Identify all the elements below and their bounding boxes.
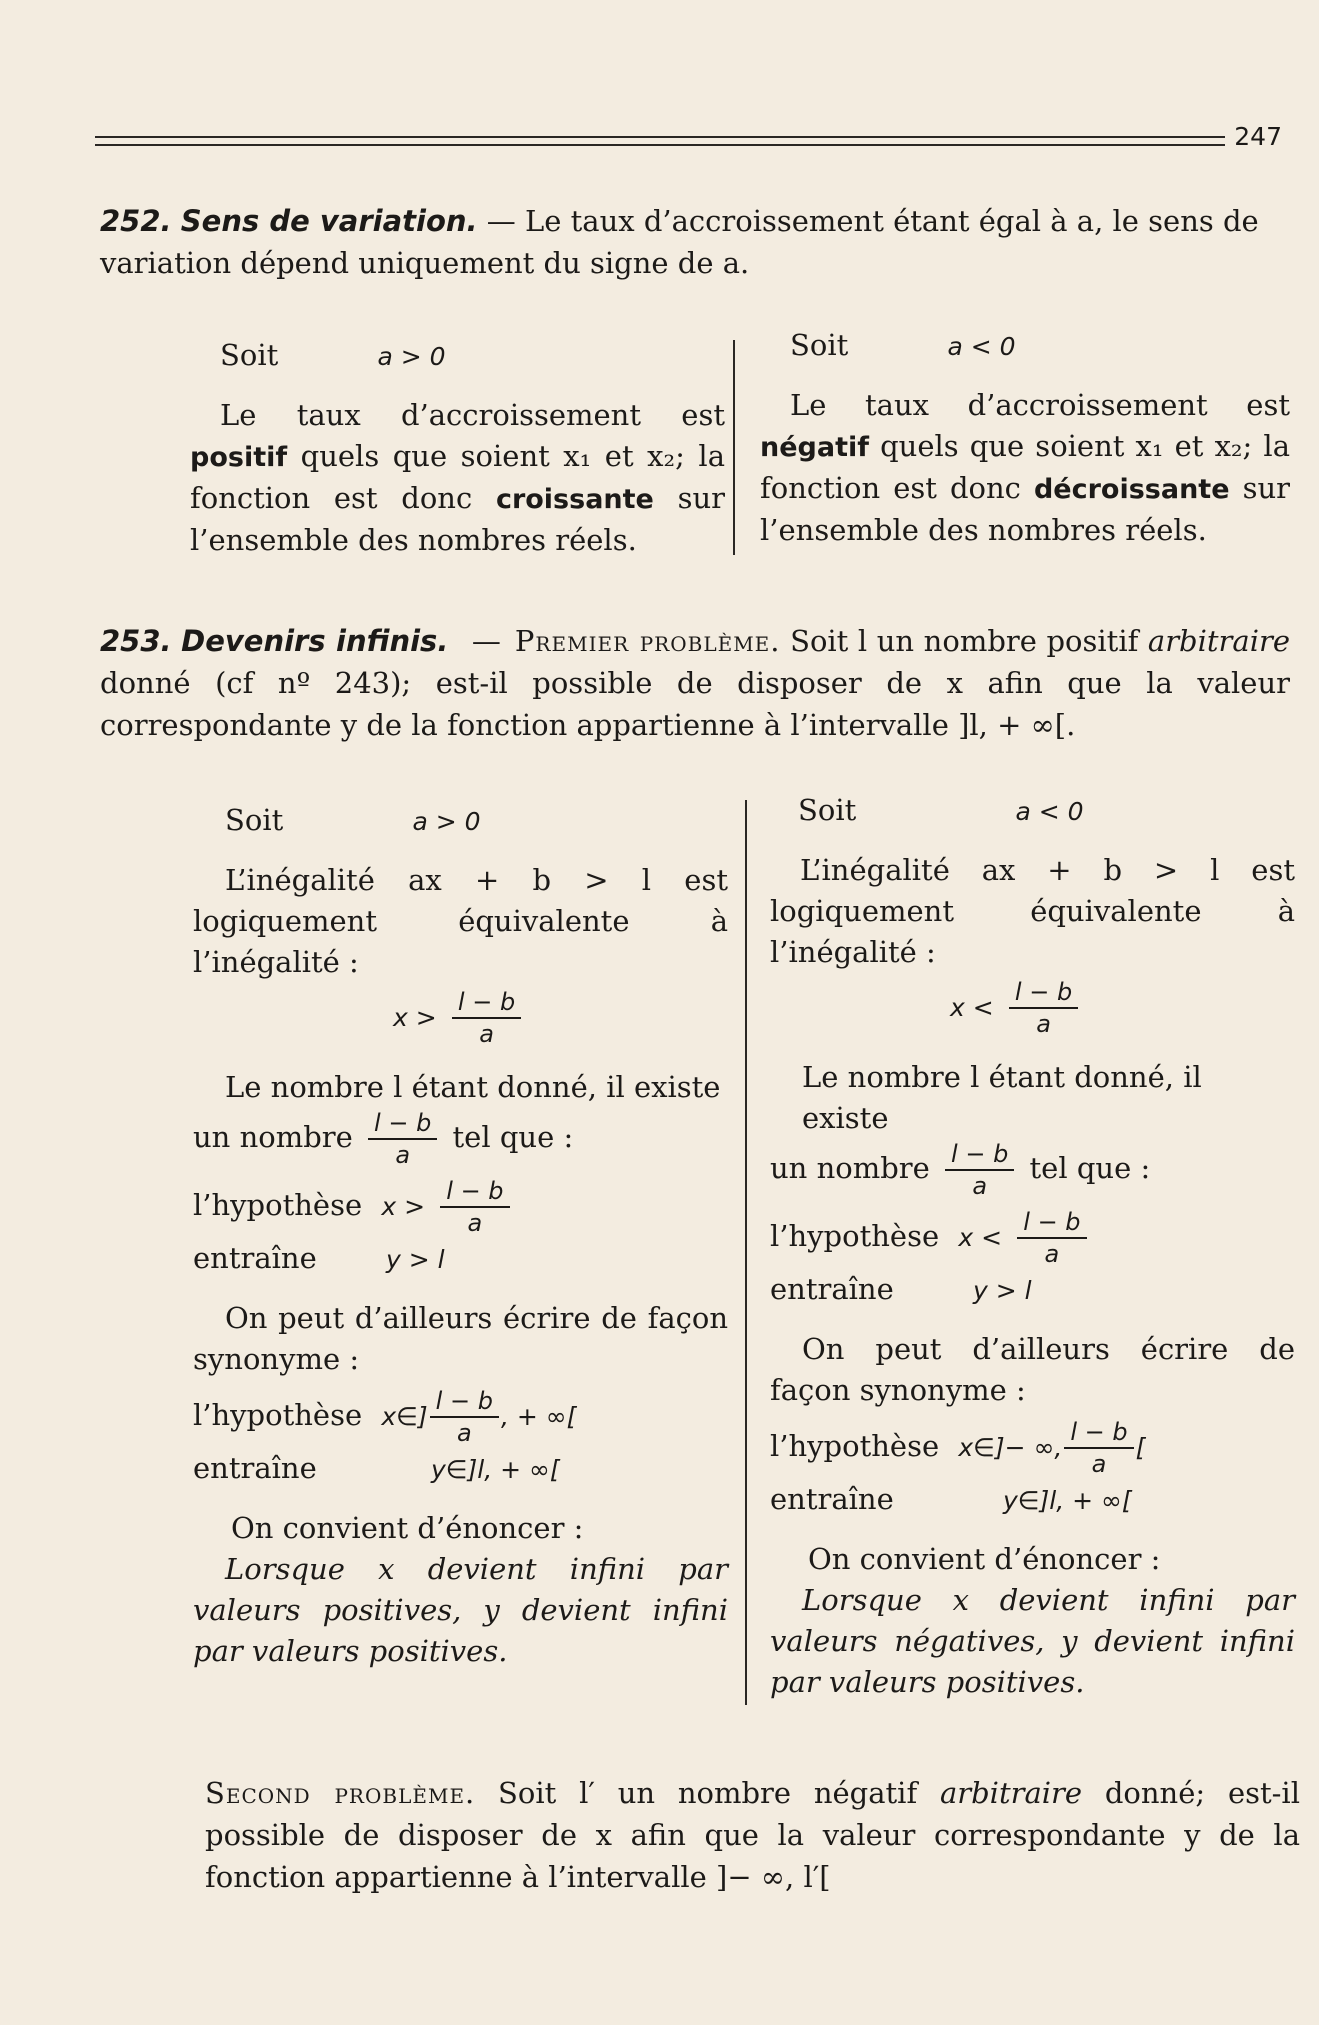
section-253 xyxy=(100,620,1290,746)
soit-label: Soit xyxy=(220,338,279,372)
nombre-text: Le nombre l étant donné, il existe xyxy=(802,1060,1202,1135)
condition: a > 0 xyxy=(412,807,481,836)
fraction: $\frac{l - b}{a}$ xyxy=(1009,977,1078,1039)
synonym-text: On peut d’ailleurs écrire de façon synonyme : xyxy=(770,1332,1295,1407)
entraine-label: entraîne xyxy=(770,1482,894,1516)
entraine-label: entraîne xyxy=(193,1241,317,1275)
conclusion-text: Lorsque x devient infini par valeurs positives, y devient infini par valeurs positives. xyxy=(193,1552,728,1668)
bold-term: négatif xyxy=(760,432,869,463)
x-interval-end: , + ∞[ xyxy=(500,1402,577,1431)
fraction: $\frac{l - b}{a}$ xyxy=(945,1139,1014,1201)
text: un nombre xyxy=(770,1151,930,1185)
section-252 xyxy=(100,200,1290,284)
x-relation: x > xyxy=(393,1003,437,1032)
section-title: Devenirs infinis. xyxy=(181,624,449,658)
condition: a < 0 xyxy=(947,332,1016,361)
condition: a > 0 xyxy=(377,342,446,371)
s253-right-column xyxy=(770,790,1295,1703)
bold-term: décroissante xyxy=(1033,474,1230,505)
page-header xyxy=(95,118,1290,158)
page-number: 247 xyxy=(1234,122,1282,151)
convient-text: On convient d’énoncer : xyxy=(231,1511,584,1545)
s252-left-column xyxy=(190,335,725,561)
x-interval: x∈]− ∞, xyxy=(958,1433,1063,1462)
nombre-text: Le nombre l étant donné, il existe xyxy=(225,1070,721,1104)
bold-term: positif xyxy=(190,442,288,473)
fraction: $\frac{l - b}{a}$ xyxy=(440,1176,509,1238)
text: tel que : xyxy=(452,1120,574,1154)
fraction: $\frac{l - b}{a}$ xyxy=(1017,1207,1086,1269)
entraine-label: entraîne xyxy=(770,1272,894,1306)
fraction: $\frac{l - b}{a}$ xyxy=(368,1108,437,1170)
section-intro: — Le taux d’accroissement étant égal à a, le sens de variation dépend uniquement du signe de a. xyxy=(100,204,1259,280)
section-number: 252. xyxy=(100,204,172,238)
text: sur l’ensemble des nombres réels. xyxy=(760,471,1290,547)
inequality-text: L’inégalité ax + b > l est logiquement équivalente à l’inégalité : xyxy=(193,863,728,979)
column-divider xyxy=(733,340,735,555)
header-rule-bottom xyxy=(95,144,1225,146)
header-rule-top xyxy=(95,136,1225,138)
fraction: $\frac{l - b}{a}$ xyxy=(452,987,521,1049)
x-relation: x < xyxy=(950,993,994,1022)
text: quels que soient x₁ et x₂; la fonction est donc xyxy=(190,439,725,515)
x-relation: x < xyxy=(958,1223,1003,1252)
text: Soit l un nombre positif xyxy=(780,624,1148,658)
text: quels que soient x₁ et x₂; la fonction est donc xyxy=(760,429,1290,505)
text: tel que : xyxy=(1029,1151,1151,1185)
fraction: $\frac{l - b}{a}$ xyxy=(1064,1417,1133,1479)
section-title: Sens de variation. xyxy=(180,204,478,238)
text: Le taux d’accroissement est xyxy=(220,398,725,432)
y-relation: y > l xyxy=(385,1245,445,1274)
second-problem xyxy=(205,1772,1300,1898)
text: Soit l′ un nombre négatif xyxy=(475,1776,940,1810)
y-relation: y > l xyxy=(972,1276,1032,1305)
italic-term: arbitraire xyxy=(1147,624,1291,658)
soit-label: Soit xyxy=(790,328,849,362)
text: donné; est-il possible de disposer de x afin que la valeur correspondante y de la fonction appartienne à l’intervalle ]− ∞, l′[ xyxy=(205,1776,1300,1894)
hypothesis-label: l’hypothèse xyxy=(193,1188,363,1222)
text: sur l’ensemble des nombres réels. xyxy=(190,481,725,557)
italic-term: arbitraire xyxy=(939,1776,1083,1810)
x-relation: x > xyxy=(381,1192,426,1221)
s253-left-column xyxy=(193,800,728,1672)
bold-term: croissante xyxy=(495,484,654,515)
x-interval: x∈] xyxy=(381,1402,428,1431)
text: Le taux d’accroissement est xyxy=(790,388,1290,422)
entraine-label: entraîne xyxy=(193,1451,317,1485)
condition: a < 0 xyxy=(1015,797,1084,826)
x-interval-end: [ xyxy=(1135,1433,1146,1462)
fraction: $\frac{l - b}{a}$ xyxy=(430,1386,499,1448)
problem-label: Second problème. xyxy=(205,1776,476,1810)
hypothesis-label: l’hypothèse xyxy=(770,1219,940,1253)
problem-label: Premier problème. xyxy=(514,624,781,658)
conclusion-text: Lorsque x devient infini par valeurs négatives, y devient infini par valeurs positives. xyxy=(770,1583,1295,1699)
soit-label: Soit xyxy=(225,803,284,837)
text: donné (cf nº 243); est-il possible de disposer de x afin que la valeur correspondante y de la fonction appartienne à l’intervalle ]l, + ∞[. xyxy=(100,666,1290,742)
section-number: 253. xyxy=(100,624,172,658)
dash: — xyxy=(471,624,501,658)
y-interval: y∈]l, + ∞[ xyxy=(430,1455,560,1484)
text: un nombre xyxy=(193,1120,353,1154)
inequality-text: L’inégalité ax + b > l est logiquement équivalente à l’inégalité : xyxy=(770,853,1295,969)
column-divider xyxy=(745,800,747,1705)
synonym-text: On peut d’ailleurs écrire de façon synonyme : xyxy=(193,1301,728,1376)
s252-right-column xyxy=(760,325,1290,551)
y-interval: y∈]l, + ∞[ xyxy=(1002,1486,1132,1515)
soit-label: Soit xyxy=(798,793,857,827)
hypothesis-label: l’hypothèse xyxy=(193,1398,363,1432)
hypothesis-label: l’hypothèse xyxy=(770,1429,940,1463)
convient-text: On convient d’énoncer : xyxy=(808,1542,1161,1576)
